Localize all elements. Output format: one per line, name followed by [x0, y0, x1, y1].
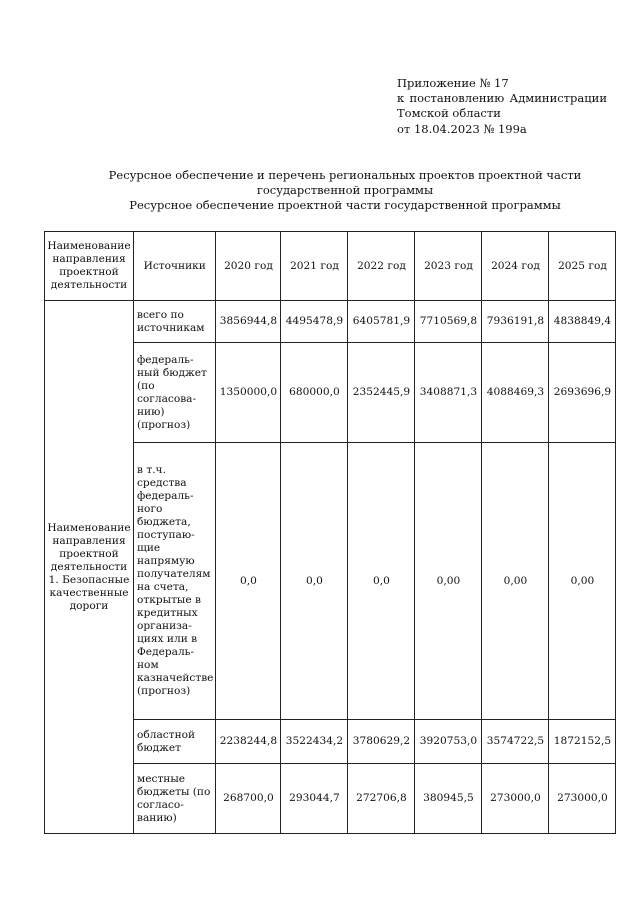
appendix-resolution-line — [397, 91, 607, 106]
appendix-region: Томской области — [397, 106, 501, 121]
appendix-date: от 18.04.2023 № 199а — [397, 121, 527, 136]
appendix-block — [397, 76, 607, 137]
value-cell: 6405781,9 — [348, 301, 415, 343]
value-cell: 7710569,8 — [415, 301, 482, 343]
value-cell: 3780629,2 — [348, 720, 415, 764]
appendix-number: Приложение № 17 — [397, 76, 509, 90]
header-year: 2020 год — [216, 232, 281, 301]
header-row — [45, 232, 616, 301]
appendix-word: Администрации — [509, 91, 607, 106]
header-year: 2025 год — [549, 232, 616, 301]
resource-table — [44, 231, 616, 834]
title-line: Ресурсное обеспечение и перечень региональных проектов проектной части — [108, 168, 582, 182]
value-cell: 3522434,2 — [281, 720, 348, 764]
value-cell: 1350000,0 — [216, 343, 281, 443]
value-cell: 293044,7 — [281, 764, 348, 834]
appendix-word: к — [397, 91, 405, 106]
value-cell: 3408871,3 — [415, 343, 482, 443]
value-cell: 2352445,9 — [348, 343, 415, 443]
value-cell: 4838849,4 — [549, 301, 616, 343]
title-line: Ресурсное обеспечение проектной части государственной программы — [129, 198, 561, 212]
value-cell: 272706,8 — [348, 764, 415, 834]
value-cell: 680000,0 — [281, 343, 348, 443]
appendix-word: постановлению — [409, 91, 505, 106]
value-cell: 0,00 — [549, 443, 616, 720]
value-cell: 7936191,8 — [482, 301, 549, 343]
value-cell: 3920753,0 — [415, 720, 482, 764]
value-cell: 0,0 — [216, 443, 281, 720]
source-cell: областной бюджет — [134, 720, 216, 764]
header-sources: Источники — [134, 232, 216, 301]
source-cell: федераль-ный бюджет (по согласова-нию) (прогноз) — [134, 343, 216, 443]
value-cell: 0,00 — [482, 443, 549, 720]
source-cell: в т.ч. средства федераль-ного бюджета, поступаю-щие напрямую получателям на счета, открытые в кредитных организа-циях или в Федераль-ном казначействе (прогноз) — [134, 443, 216, 720]
value-cell: 4088469,3 — [482, 343, 549, 443]
header-direction: Наименование направления проектной деятельности — [45, 232, 134, 301]
header-year: 2021 год — [281, 232, 348, 301]
header-year: 2023 год — [415, 232, 482, 301]
document-title — [80, 168, 610, 213]
title-line: государственной программы — [256, 183, 434, 197]
value-cell: 0,00 — [415, 443, 482, 720]
value-cell: 2693696,9 — [549, 343, 616, 443]
value-cell: 0,0 — [348, 443, 415, 720]
value-cell: 3574722,5 — [482, 720, 549, 764]
source-cell: местные бюджеты (по согласо-ванию) — [134, 764, 216, 834]
value-cell: 380945,5 — [415, 764, 482, 834]
table-row — [45, 301, 616, 343]
value-cell: 4495478,9 — [281, 301, 348, 343]
value-cell: 2238244,8 — [216, 720, 281, 764]
header-year: 2022 год — [348, 232, 415, 301]
value-cell: 1872152,5 — [549, 720, 616, 764]
value-cell: 0,0 — [281, 443, 348, 720]
value-cell: 273000,0 — [482, 764, 549, 834]
source-cell: всего по источникам — [134, 301, 216, 343]
value-cell: 3856944,8 — [216, 301, 281, 343]
value-cell: 273000,0 — [549, 764, 616, 834]
header-year: 2024 год — [482, 232, 549, 301]
value-cell: 268700,0 — [216, 764, 281, 834]
direction-name: Наименование направления проектной деятельности 1. Безопасные качественные дороги — [45, 301, 134, 834]
